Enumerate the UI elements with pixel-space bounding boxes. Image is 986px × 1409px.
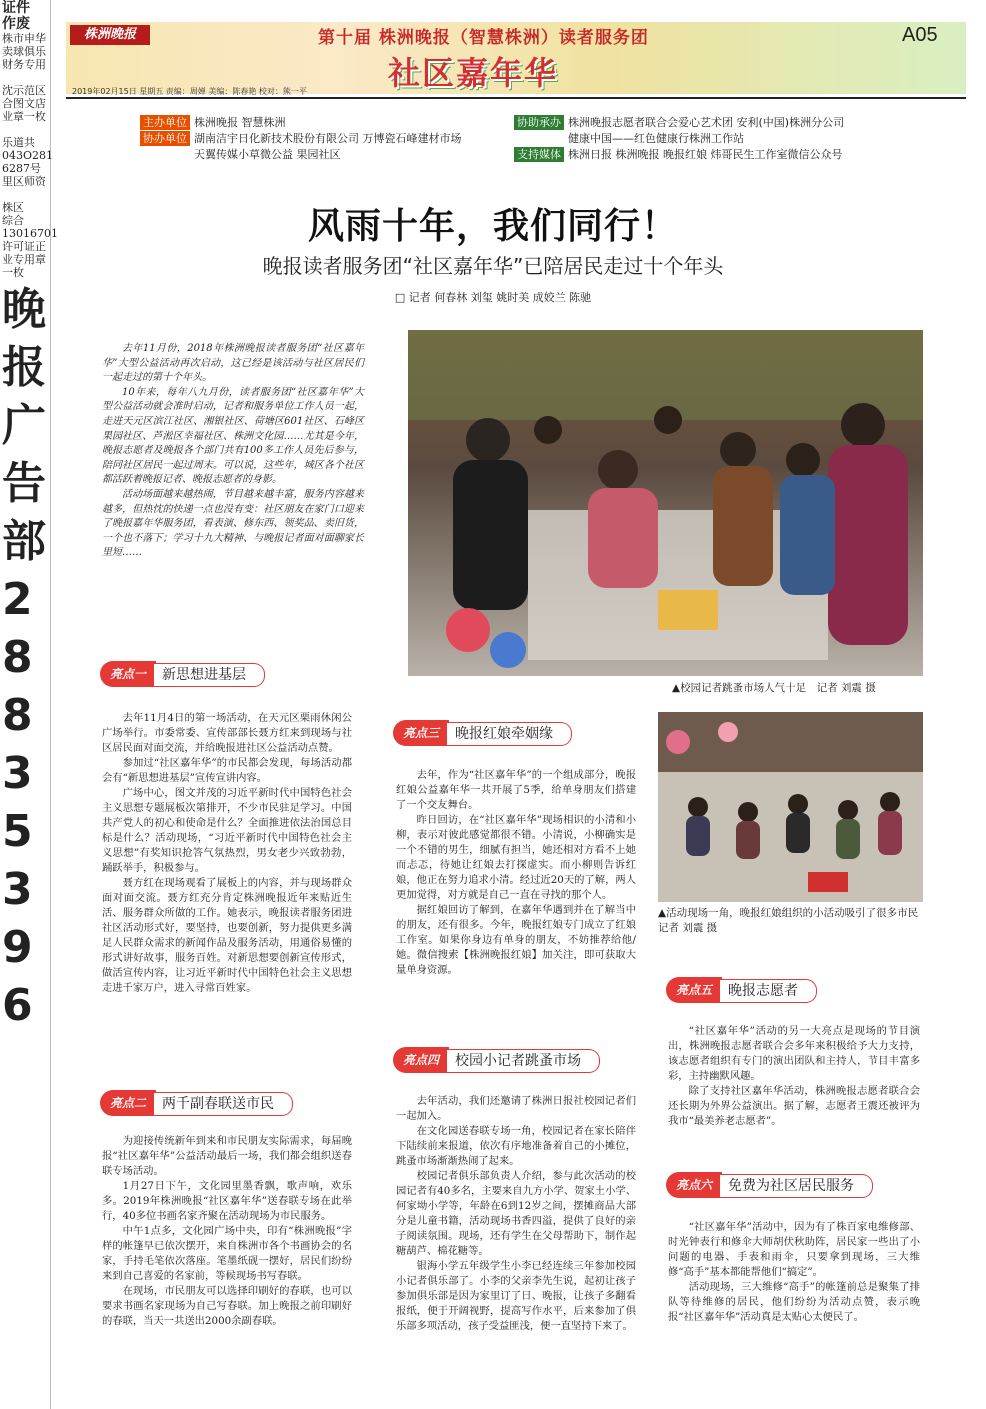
- section-4-paragraph: 在文化园送春联专场一角，校园记者在家长陪伴下陆续前来报道，依次有序地准备着自己的小摊位，跳蚤市场渐渐热闹了起来。: [396, 1125, 636, 1167]
- assist-label: 协助承办: [514, 115, 564, 130]
- intro-text: [102, 342, 364, 561]
- adjacent-page-ad-char: 告: [2, 458, 46, 509]
- intro-paragraph: 去年11月份，2018年株洲晚报读者服务团“社区嘉年华”大型公益活动再次启动，这已经是该活动与社区居民们一起走过的第十个年头。: [102, 343, 364, 384]
- newspaper-logo: 株洲晚报: [70, 25, 150, 45]
- section-4-paragraph: 校园记者俱乐部负责人介绍，参与此次活动的校园记者有40多名，主要来自九方小学、贺家土小学、何家坳小学等，年龄在6到12岁之间，摆摊商品大部分是儿童书籍，活动现场书香四溢，提供了良好的亲子阅读氛围。现场，还有学生在父母帮助下，制作起糖葫芦、棉花糖等。: [396, 1170, 636, 1257]
- media-value: 株洲日报 株洲晚报 晚报红娘 炜哥民生工作室微信公众号: [568, 148, 843, 161]
- section-3-title: 晚报红娘牵姻缘: [447, 722, 572, 746]
- adjacent-page-line: 13016701: [2, 227, 58, 240]
- adjacent-page-line: 株市申华: [2, 32, 46, 45]
- co-row: [140, 131, 462, 146]
- section-6-paragraph: “社区嘉年华”活动中，因为有了株百家电维修部、时光钟表行和修伞大师胡伏秋助阵，居民家一些出了小问题的电器、手表和雨伞，只要拿到现场，三大维修“高手”基本都能帮他们“搞定”。: [668, 1221, 920, 1278]
- section-5-number: 亮点五: [666, 977, 722, 1003]
- adjacent-page-line: 作废: [2, 16, 30, 32]
- adjacent-page-ad-char: 8: [2, 690, 33, 741]
- adjacent-page-ad-char: 晚: [2, 284, 46, 335]
- intro-paragraph: 10年来，每年八九月份，读者服务团“社区嘉年华”大型公益活动就会准时启动，记者和服务单位工作人员一起，走进天元区滨江社区、湘银社区、荷塘区601社区、石峰区果园社区、芦淞区幸福社区、株洲文化园……尤其是今年，晚报志愿者及晚报各个部门共有100多工作人员先后参与，陪同社区居民一起过周末。可以说，这些年，城区各个社区都活跃着晚报记者、晚报志愿者的身影。: [102, 386, 364, 486]
- adjacent-page-ad-char: 3: [2, 748, 33, 799]
- adjacent-page-line: 里区师资: [2, 175, 46, 188]
- adjacent-page-line: 6287号: [2, 162, 41, 175]
- photo-flea-market-image: [408, 330, 923, 676]
- adjacent-page-line: 业专用章: [2, 253, 46, 266]
- section-1-number: 亮点一: [100, 661, 156, 687]
- adjacent-page-line: 综合: [2, 214, 24, 227]
- adjacent-page-line: 业章一枚: [2, 110, 46, 123]
- headline: 风雨十年，我们同行！: [307, 206, 678, 247]
- intro-paragraph: 活动场面越来越热闹，节目越来越丰富，服务内容越来越多，但热忱的快递一点也没有变：社区朋友在家门口迎来了晚报嘉年华服务团，看表演、修东西、领奖品、卖旧货，一个也不落下；学习十九大精神、与晚报记者面对面聊家长里短……: [102, 488, 364, 559]
- adjacent-page-line: 株区: [2, 201, 24, 214]
- adjacent-page-ad-char: 广: [2, 400, 46, 451]
- host-label: 主办单位: [140, 115, 190, 130]
- adjacent-page-ad-char: 2: [2, 574, 33, 625]
- dateline: 2019年02月15日 星期五 责编：周婵 美编：陈春艳 校对：熊一平: [72, 87, 307, 96]
- photo-flea-market-caption: ▲校园记者跳蚤市场人气十足 记者 刘震 摄: [672, 682, 876, 694]
- adjacent-page-line: 043O281: [2, 149, 54, 162]
- adjacent-page-line: 证件: [2, 0, 30, 16]
- section-1-paragraph: 聂方红在现场观看了展板上的内容，并与现场群众面对面交流。聂方红充分肯定株洲晚报近年来贴近生活、服务群众所做的工作。她表示，晚报读者服务团进社区活动形式好，要坚持，也要创新，努力提供更多满足人民群众需求的新闻作品及服务活动，用通俗易懂的形式讲好故事，服务百姓。对新思想要创新宣传形式，做活宣传内容，让习近平新时代中国特色社会主义思想走进千家万户，进入寻常百姓家。: [102, 877, 352, 994]
- section-3-number: 亮点三: [393, 720, 449, 746]
- assist-row-2: [568, 131, 744, 146]
- section-5-body: [668, 1024, 920, 1129]
- section-2-number: 亮点二: [100, 1090, 156, 1116]
- section-6-body: [668, 1220, 920, 1325]
- adjacent-page-line: 卖球俱乐: [2, 45, 46, 58]
- adjacent-page-line: 乐道共: [2, 136, 35, 149]
- section-3-paragraph: 昨日回访，在“社区嘉年华”现场相识的小清和小柳，表示对彼此感觉都很不错。小清说，小柳确实是一个不错的男生，细腻有担当，她还相对方看不上她而忐忑，待她让红娘去打探虚实。而小柳则告诉红娘，他正在努力追求小清。经过近20天的了解，两人更加觉得，对方就是自己一直在寻找的那个人。: [396, 814, 636, 901]
- section-6-title: 免费为社区居民服务: [720, 1174, 873, 1198]
- section-3-paragraph: 据红娘回访了解到，在嘉年华遇到并在了解当中的朋友，还有很多。今年，晚报红娘专门成立了红娘工作室。如果你身边有单身的朋友，不妨推荐给他/她。微信搜索【株洲晚报红娘】加关注，即可获取大量单身资源。: [396, 904, 636, 976]
- host-value: 株洲晚报 智慧株洲: [194, 116, 286, 129]
- section-2-paragraph: 中午1点多，文化园广场中央，印有“株洲晚报”字样的帐篷早已依次摆开，来自株洲市各个书画协会的名家，手持毛笔依次落座。笔墨纸砚一摆好，居民们纷纷来到自己喜爱的名家前，等候现场书写春联。: [102, 1225, 352, 1282]
- section-2-body: [102, 1134, 352, 1329]
- adjacent-page-ad-char: 5: [2, 806, 33, 857]
- co-row-2: [194, 147, 341, 162]
- section-2-tag: [100, 1090, 300, 1116]
- media-label: 支持媒体: [514, 147, 564, 162]
- co-value-1: 湖南洁宇日化新技术股份有限公司 万博瓷石峰建材市场: [194, 132, 462, 145]
- section-4-tag: [393, 1047, 613, 1073]
- section-6-tag: [666, 1172, 896, 1198]
- co-label: 协办单位: [140, 131, 190, 146]
- assist-value-1: 株洲晚报志愿者联合会爱心艺术团 安利(中国)株洲分公司: [568, 116, 845, 129]
- photo-matchmaking: [658, 712, 923, 902]
- adjacent-page-ad-char: 3: [2, 864, 33, 915]
- media-row: [514, 147, 843, 162]
- section-4-paragraph: 去年活动，我们还邀请了株洲日报社校园记者们一起加入。: [396, 1095, 636, 1122]
- section-2-paragraph: 1月27日下午，文化园里墨香飘，歌声响，欢乐多。2019年株洲晚报“社区嘉年华”送春联专场在此举行，40多位书画名家齐聚在活动现场为市民服务。: [102, 1180, 352, 1222]
- carnival-logo: 社区嘉年华: [388, 54, 559, 92]
- header-rule: [66, 97, 966, 99]
- adjacent-page-ad-char: 6: [2, 980, 33, 1031]
- section-3-body: [396, 768, 636, 978]
- adjacent-page-line: 沈示范区: [2, 84, 46, 97]
- section-1-body: [102, 711, 352, 996]
- section-2-title: 两千副春联送市民: [154, 1092, 293, 1116]
- adjacent-page-ad-char: 9: [2, 922, 33, 973]
- assist-value-2: 健康中国——红色健康行株洲工作站: [568, 132, 744, 145]
- section-1-title: 新思想进基层: [154, 663, 265, 687]
- section-1-paragraph: 参加过“社区嘉年华”的市民都会发现，每场活动都会有“新思想进基层”宣传宣讲内容。: [102, 757, 352, 784]
- host-row: [140, 115, 286, 130]
- adjacent-page-ad-char: 部: [2, 516, 46, 567]
- co-value-2: 天翼传媒小草微公益 果园社区: [194, 148, 341, 161]
- section-5-paragraph: “社区嘉年华”活动的另一大亮点是现场的节目演出，株洲晚报志愿者联合会多年来积极给予大力支持，该志愿者组织有专门的演出团队和主持人，节目丰富多彩，主持幽默风趣。: [668, 1025, 920, 1082]
- section-4-number: 亮点四: [393, 1047, 449, 1073]
- section-5-title: 晚报志愿者: [720, 979, 817, 1003]
- section-4-paragraph: 银海小学五年级学生小李已经连续三年参加校园小记者俱乐部了。小李的父亲李先生说，起初让孩子参加俱乐部是因为家里订了日、晚报，让孩子多翻看报纸，便于开阔视野，提高写作水平，后来参加了俱乐部多项活动，孩子受益匪浅，便一直坚持下来了。: [396, 1260, 636, 1332]
- adjacent-page-ad-char: 8: [2, 632, 33, 683]
- section-2-paragraph: 在现场，市民朋友可以选择印刷好的春联，也可以要求书画名家现场为自己写春联。加上晚报之前印刷好的春联，当天一共送出2000余副春联。: [102, 1285, 352, 1327]
- byline: □ 记者 何春林 刘玺 姚时美 成姣兰 陈驰: [394, 291, 592, 304]
- photo-matchmaking-image: [658, 712, 923, 902]
- section-6-paragraph: 活动现场，三大维修“高手”的帐篷前总是聚集了排队等待维修的居民，他们纷纷为活动点赞，表示晚报“社区嘉年华”活动真是太贴心太便民了。: [668, 1281, 920, 1323]
- adjacent-page-line: [2, 123, 50, 136]
- photo-matchmaking-caption: ▲活动现场一角，晚报红娘组织的小活动吸引了很多市民 记者 刘震 摄: [658, 907, 929, 934]
- banner-title: 第十届 株洲晚报（智慧株洲）读者服务团: [318, 28, 649, 48]
- adjacent-page-line: 许可证正: [2, 240, 46, 253]
- adjacent-page-line: 一枚: [2, 266, 24, 279]
- section-4-title: 校园小记者跳蚤市场: [447, 1049, 600, 1073]
- adjacent-page-ad-char: 报: [2, 342, 46, 393]
- section-3-paragraph: 去年，作为“社区嘉年华”的一个组成部分，晚报红娘公益嘉年华一共开展了5季，给单身朋友们搭建了一个交友舞台。: [396, 769, 636, 811]
- section-1-paragraph: 广场中心，图文并茂的习近平新时代中国特色社会主义思想专题展板次第排开，不少市民驻足学习。中国共产党人的初心和使命是什么？全面推进依法治国总目标是什么？活动现场，“习近平新时代中国特色社会主义思想”有奖知识抢答气氛热烈，男女老少兴致勃勃，踊跃举手，积极参与。: [102, 787, 352, 874]
- section-3-tag: [393, 720, 583, 746]
- adjacent-page-ad-text: [0, 281, 50, 1035]
- section-2-paragraph: 为迎接传统新年到来和市民朋友实际需求，每届晚报“社区嘉年华”公益活动最后一场，我们都会组织送春联专场活动。: [102, 1135, 352, 1177]
- section-6-number: 亮点六: [666, 1172, 722, 1198]
- section-1-paragraph: 去年11月4日的第一场活动，在天元区栗雨休闲公广场举行。市委常委、宣传部部长聂方红来到现场与社区居民面对面交流，并给晚报进社区公益活动点赞。: [102, 712, 352, 754]
- photo-flea-market: [408, 330, 923, 676]
- section-4-body: [396, 1094, 636, 1334]
- adjacent-page-line: 财务专用: [2, 58, 46, 71]
- adjacent-page-line: 合图文店: [2, 97, 46, 110]
- assist-row: [514, 115, 844, 130]
- page-number: A05: [902, 24, 938, 46]
- section-1-tag: [100, 661, 290, 687]
- adjacent-page-line: [2, 71, 50, 84]
- section-5-paragraph: 除了支持社区嘉年华活动，株洲晚报志愿者联合会还长期为外界公益演出。据了解，志愿者王震还被评为我市“最美养老志愿者”。: [668, 1085, 920, 1127]
- section-5-tag: [666, 977, 836, 1003]
- subheadline: 晚报读者服务团“社区嘉年华”已陪居民走过十个年头: [262, 254, 724, 278]
